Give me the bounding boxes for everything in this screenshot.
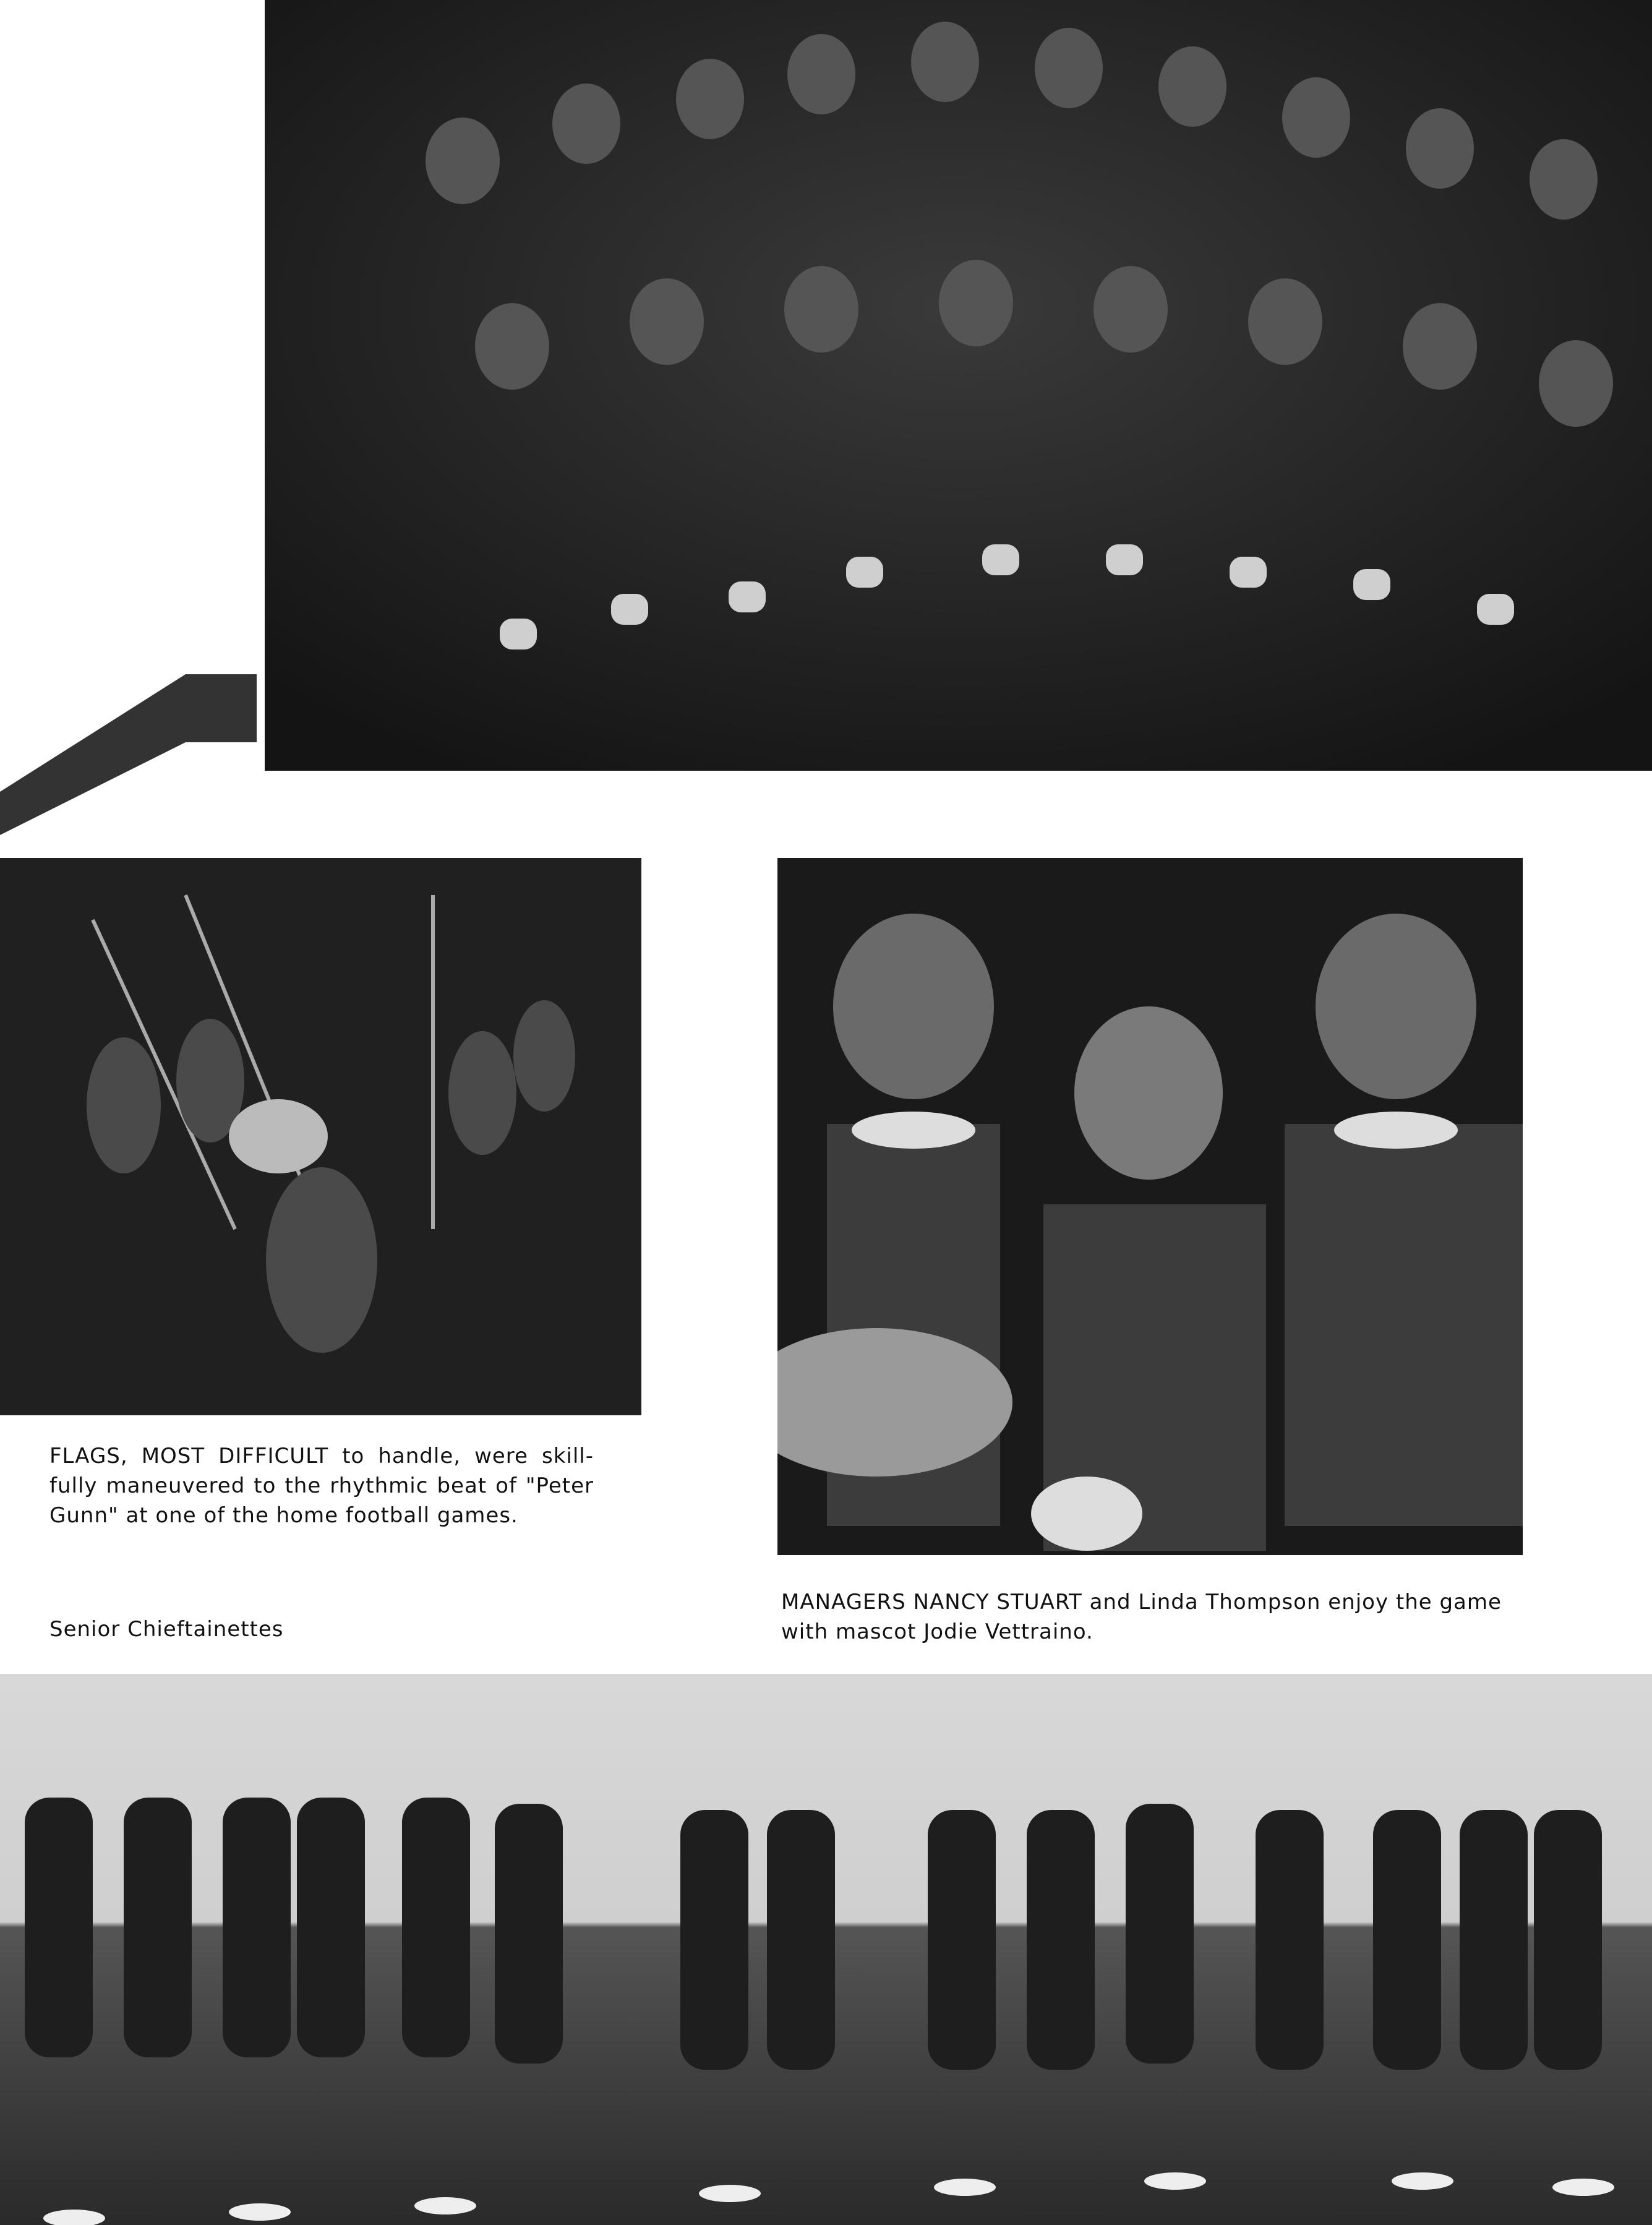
flags-caption: FLAGS, MOST DIFFICULT to handle, were skill-fully maneuvered to the rhythmic beat of "Peter Gunn" at one of the home football games. — [49, 1444, 594, 1528]
managers-photo — [777, 858, 1523, 1555]
managers-caption: MANAGERS NANCY STUART and Linda Thompson enjoy the game with mascot Jodie Vettraino. — [781, 1590, 1502, 1644]
group-photo — [265, 0, 1652, 771]
flags-photo — [0, 858, 641, 1415]
senior-line-photo — [0, 1674, 1652, 2225]
senior-chieftainettes-caption: Senior Chieftainettes — [49, 1617, 284, 1642]
decorative-step-shape — [0, 649, 260, 835]
